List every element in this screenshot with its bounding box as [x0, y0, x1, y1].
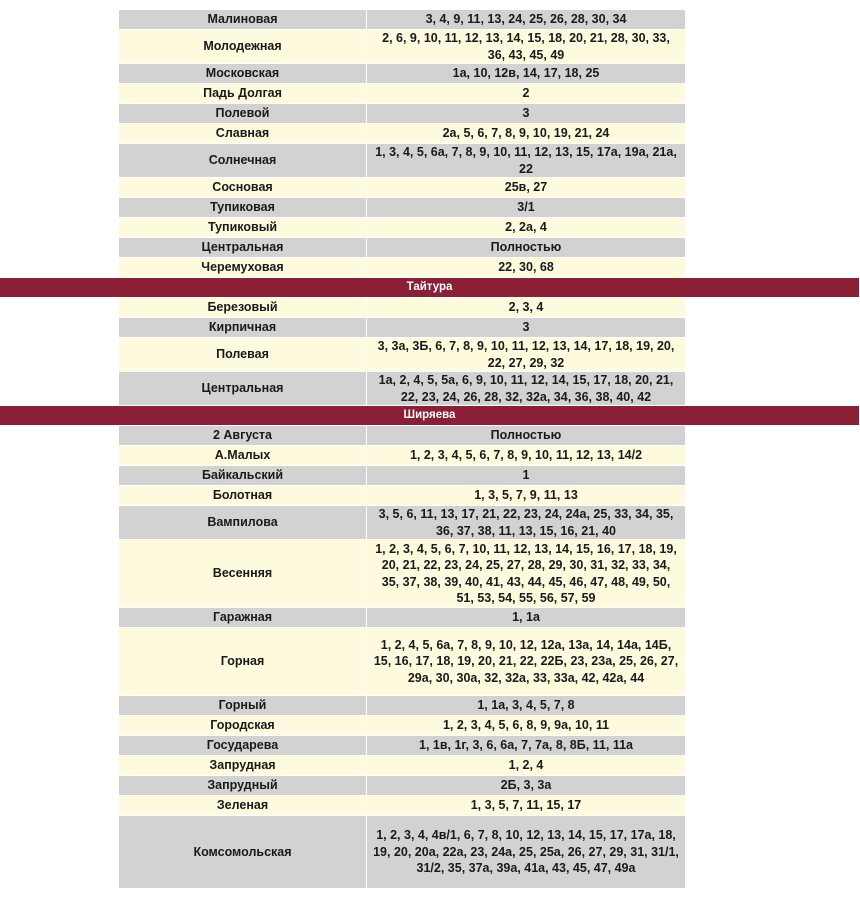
street-name: Болотная: [119, 486, 367, 506]
house-numbers: 1, 2, 3, 4, 5, 6, 8, 9, 9а, 10, 11: [367, 716, 686, 736]
house-numbers: 2, 2а, 4: [367, 218, 686, 238]
street-name: Комсомольская: [119, 816, 367, 889]
street-name: Полевой: [119, 104, 367, 124]
street-name: Сосновая: [119, 178, 367, 198]
street-name: Падь Долгая: [119, 84, 367, 104]
street-name: Московская: [119, 64, 367, 84]
street-name: Горный: [119, 696, 367, 716]
house-numbers: 1, 3, 5, 7, 9, 11, 13: [367, 486, 686, 506]
street-name: Центральная: [119, 238, 367, 258]
street-name: Весенняя: [119, 540, 367, 608]
house-numbers: 2а, 5, 6, 7, 8, 9, 10, 19, 21, 24: [367, 124, 686, 144]
street-name: Солнечная: [119, 144, 367, 178]
house-numbers: 2Б, 3, 3а: [367, 776, 686, 796]
street-name: Байкальский: [119, 466, 367, 486]
house-numbers: 1, 2, 4, 5, 6а, 7, 8, 9, 10, 12, 12а, 13а, 14, 14а, 14Б, 15, 16, 17, 18, 19, 20, 21, 22, 22Б, 23, 23а, 25, 26, 27, 29а, 30, 30а, 32, 32а, 33, 33а, 42, 42а, 44: [367, 628, 686, 696]
section-header: Ширяева: [0, 406, 860, 426]
house-numbers: 2: [367, 84, 686, 104]
street-name: Вампилова: [119, 506, 367, 540]
house-numbers: 2, 6, 9, 10, 11, 12, 13, 14, 15, 18, 20, 21, 28, 30, 33, 36, 43, 45, 49: [367, 30, 686, 64]
house-numbers: 1, 3, 4, 5, 6а, 7, 8, 9, 10, 11, 12, 13, 15, 17а, 19а, 21а, 22: [367, 144, 686, 178]
house-numbers: 1а, 10, 12в, 14, 17, 18, 25: [367, 64, 686, 84]
house-numbers: 1, 2, 3, 4, 5, 6, 7, 10, 11, 12, 13, 14, 15, 16, 17, 18, 19, 20, 21, 22, 23, 24, 25, 27, 28, 29, 30, 31, 32, 33, 34, 35, 37, 38, 39, 40, 41, 43, 44, 45, 46, 47, 48, 49, 50, 51, 53, 54, 55, 56, 57, 59: [367, 540, 686, 608]
street-name: А.Малых: [119, 446, 367, 466]
section-header: Тайтура: [0, 278, 860, 298]
street-name: Горная: [119, 628, 367, 696]
house-numbers: 3, 5, 6, 11, 13, 17, 21, 22, 23, 24, 24а, 25, 33, 34, 35, 36, 37, 38, 11, 13, 15, 16, 21, 40: [367, 506, 686, 540]
street-name: Гаражная: [119, 608, 367, 628]
house-numbers: 3: [367, 104, 686, 124]
house-numbers: 3, 3а, 3Б, 6, 7, 8, 9, 10, 11, 12, 13, 14, 17, 18, 19, 20, 22, 27, 29, 32: [367, 338, 686, 372]
house-numbers: 1, 1в, 1г, 3, 6, 6а, 7, 7а, 8, 8Б, 11, 11а: [367, 736, 686, 756]
house-numbers: 22, 30, 68: [367, 258, 686, 278]
house-numbers: 1, 2, 4: [367, 756, 686, 776]
page-bottom-margin: [0, 889, 860, 905]
house-numbers: 1, 2, 3, 4, 5, 6, 7, 8, 9, 10, 11, 12, 13, 14/2: [367, 446, 686, 466]
house-numbers: 1, 1а, 3, 4, 5, 7, 8: [367, 696, 686, 716]
house-numbers: 1, 1а: [367, 608, 686, 628]
house-numbers: 1а, 2, 4, 5, 5а, 6, 9, 10, 11, 12, 14, 15, 17, 18, 20, 21, 22, 23, 24, 26, 28, 32, 32а, 34, 36, 38, 40, 42: [367, 372, 686, 406]
house-numbers: 3/1: [367, 198, 686, 218]
house-numbers: 1, 3, 5, 7, 11, 15, 17: [367, 796, 686, 816]
street-name: 2 Августа: [119, 426, 367, 446]
street-name: Запрудная: [119, 756, 367, 776]
street-name: Черемуховая: [119, 258, 367, 278]
street-name: Тупиковая: [119, 198, 367, 218]
street-name: Кирпичная: [119, 318, 367, 338]
street-name: Запрудный: [119, 776, 367, 796]
street-name: Тупиковый: [119, 218, 367, 238]
street-name: Зеленая: [119, 796, 367, 816]
street-name: Центральная: [119, 372, 367, 406]
street-name: Городская: [119, 716, 367, 736]
house-numbers: 2, 3, 4: [367, 298, 686, 318]
street-name: Березовый: [119, 298, 367, 318]
house-numbers: Полностью: [367, 426, 686, 446]
street-name: Государева: [119, 736, 367, 756]
street-name: Полевая: [119, 338, 367, 372]
house-numbers: 1, 2, 3, 4, 4в/1, 6, 7, 8, 10, 12, 13, 14, 15, 17, 17а, 18, 19, 20, 20а, 22а, 23, 24а, 25, 25а, 26, 27, 29, 31, 31/1, 31/2, 35, 37а, 39а, 41а, 43, 45, 47, 49а: [367, 816, 686, 889]
street-name: Славная: [119, 124, 367, 144]
house-numbers: 25в, 27: [367, 178, 686, 198]
street-name: Молодежная: [119, 30, 367, 64]
house-numbers: 1: [367, 466, 686, 486]
house-numbers: Полностью: [367, 238, 686, 258]
street-name: Малиновая: [119, 10, 367, 30]
house-numbers: 3: [367, 318, 686, 338]
house-numbers: 3, 4, 9, 11, 13, 24, 25, 26, 28, 30, 34: [367, 10, 686, 30]
